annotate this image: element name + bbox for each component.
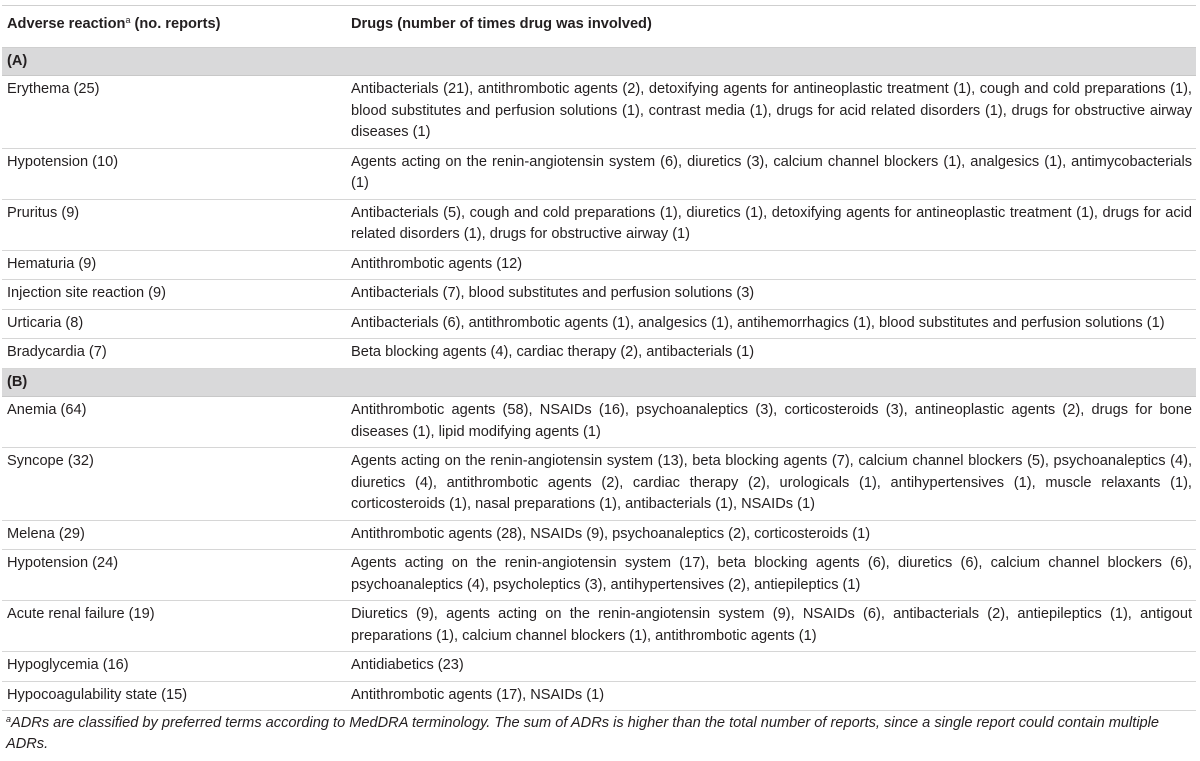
- drugs-cell: Antithrombotic agents (58), NSAIDs (16), psychoanaleptics (3), corticosteroids (3), antineoplastic agents (2), drugs for bone diseases (1), lipid modifying agents (1): [346, 397, 1196, 448]
- table-row: [2, 520, 1196, 550]
- table-row: [2, 397, 1196, 448]
- table-row: [2, 250, 1196, 280]
- footnote-text: ADRs are classified by preferred terms according to MedDRA terminology. The sum of ADRs is higher than the total number of reports, since a single report could contain multiple ADRs.: [6, 715, 1160, 752]
- table-row: [2, 148, 1196, 199]
- reaction-cell: Erythema (25): [2, 76, 346, 149]
- drugs-cell: Antithrombotic agents (28), NSAIDs (9), psychoanaleptics (2), corticosteroids (1): [346, 520, 1196, 550]
- reaction-cell: Hematuria (9): [2, 250, 346, 280]
- table-row: [2, 601, 1196, 652]
- table-row: [2, 199, 1196, 250]
- header-col1-label: Adverse reaction: [7, 16, 126, 32]
- drugs-cell: Antidiabetics (23): [346, 652, 1196, 682]
- drugs-cell: Antibacterials (6), antithrombotic agents (1), analgesics (1), antihemorrhagics (1), blood substitutes and perfusion solutions (1): [346, 309, 1196, 339]
- header-adverse-reaction: [2, 6, 346, 48]
- group-row: [2, 47, 1196, 76]
- footnote-mark: a: [6, 714, 12, 724]
- reaction-cell: Urticaria (8): [2, 309, 346, 339]
- reaction-cell: Hypoglycemia (16): [2, 652, 346, 682]
- table-row: [2, 652, 1196, 682]
- table-footnote: [6, 713, 1196, 755]
- group-row: [2, 368, 1196, 397]
- table-row: [2, 339, 1196, 369]
- drugs-cell: Antibacterials (21), antithrombotic agents (2), detoxifying agents for antineoplastic treatment (1), cough and cold preparations (1), blood substitutes and perfusion solutions (1), contrast media (1), drugs for acid related disorders (1), drugs for obstructive airway diseases (1): [346, 76, 1196, 149]
- table-row: [2, 309, 1196, 339]
- table-header-row: [2, 6, 1196, 48]
- header-col1-suffix: (no. reports): [130, 16, 221, 32]
- drugs-cell: Diuretics (9), agents acting on the renin-angiotensin system (9), NSAIDs (6), antibacterials (2), antiepileptics (1), antigout preparations (1), calcium channel blockers (1), antithrombotic agents (1): [346, 601, 1196, 652]
- drugs-cell: Antithrombotic agents (17), NSAIDs (1): [346, 681, 1196, 711]
- table-body: [2, 47, 1196, 711]
- table-row: [2, 76, 1196, 149]
- drugs-cell: Agents acting on the renin-angiotensin system (17), beta blocking agents (6), diuretics (6), calcium channel blockers (6), psychoanaleptics (4), psycholeptics (3), antihypertensives (2), antiepileptics (1): [346, 550, 1196, 601]
- drugs-cell: Antibacterials (5), cough and cold preparations (1), diuretics (1), detoxifying agents for antineoplastic treatment (1), drugs for acid related disorders (1), drugs for obstructive airway (1): [346, 199, 1196, 250]
- reaction-cell: Anemia (64): [2, 397, 346, 448]
- reaction-cell: Hypotension (10): [2, 148, 346, 199]
- reaction-cell: Bradycardia (7): [2, 339, 346, 369]
- reaction-cell: Acute renal failure (19): [2, 601, 346, 652]
- table-row: [2, 448, 1196, 521]
- adverse-reactions-table: [2, 5, 1196, 711]
- table-row: [2, 681, 1196, 711]
- reaction-cell: Syncope (32): [2, 448, 346, 521]
- reaction-cell: Injection site reaction (9): [2, 280, 346, 310]
- group-label: (A): [2, 47, 1196, 76]
- table-row: [2, 280, 1196, 310]
- reaction-cell: Pruritus (9): [2, 199, 346, 250]
- reaction-cell: Hypocoagulability state (15): [2, 681, 346, 711]
- drugs-cell: Antibacterials (7), blood substitutes and perfusion solutions (3): [346, 280, 1196, 310]
- drugs-cell: Antithrombotic agents (12): [346, 250, 1196, 280]
- reaction-cell: Hypotension (24): [2, 550, 346, 601]
- drugs-cell: Agents acting on the renin-angiotensin system (13), beta blocking agents (7), calcium channel blockers (5), psychoanaleptics (4), diuretics (4), antithrombotic agents (2), cardiac therapy (2), urologicals (1), antihypertensives (1), muscle relaxants (1), corticosteroids (1), nasal preparations (1), antibacterials (1), NSAIDs (1): [346, 448, 1196, 521]
- group-label: (B): [2, 368, 1196, 397]
- drugs-cell: Beta blocking agents (4), cardiac therapy (2), antibacterials (1): [346, 339, 1196, 369]
- header-drugs: Drugs (number of times drug was involved): [346, 6, 1196, 48]
- header-col1-footnote-mark: a: [125, 15, 131, 25]
- reaction-cell: Melena (29): [2, 520, 346, 550]
- drugs-cell: Agents acting on the renin-angiotensin system (6), diuretics (3), calcium channel blockers (1), analgesics (1), antimycobacterials (1): [346, 148, 1196, 199]
- table-row: [2, 550, 1196, 601]
